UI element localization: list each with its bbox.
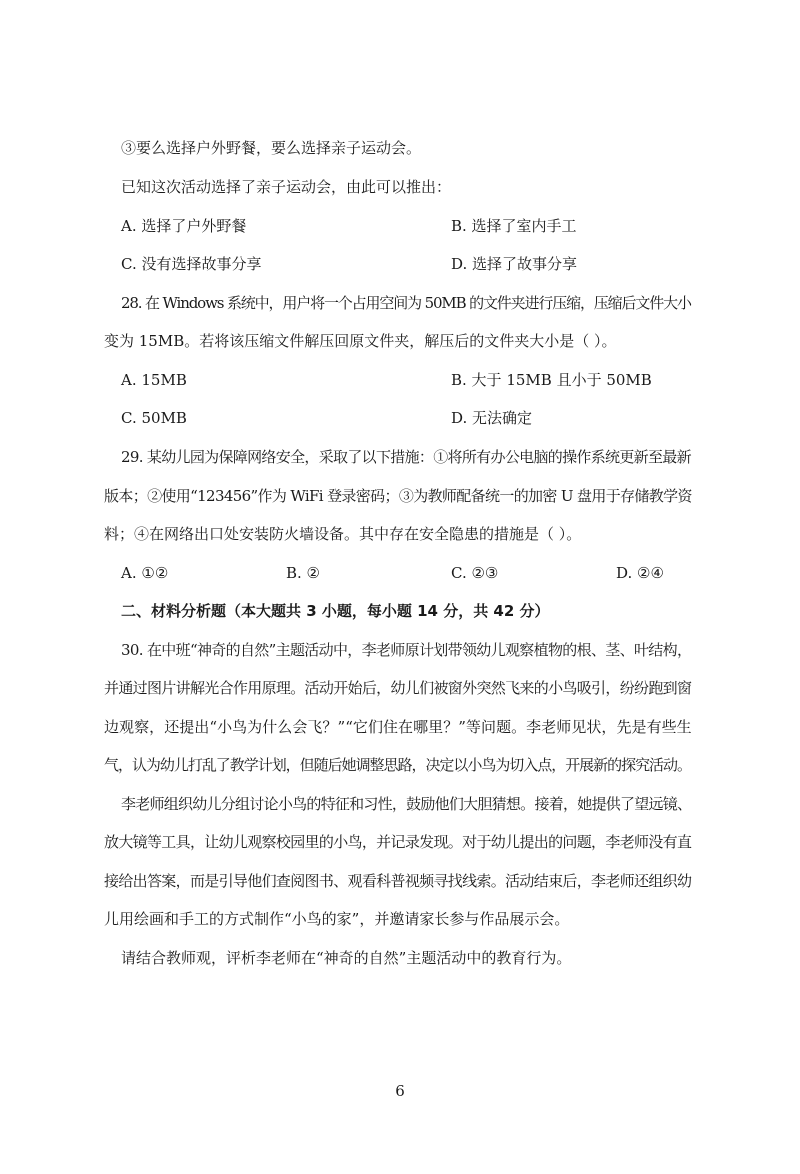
q30-para1-line-1: 30. 在中班“神奇的自然”主题活动中，李老师原计划带领幼儿观察植物的根、茎、叶结构，	[121, 641, 692, 659]
q29-line-1: 29. 某幼儿园为保障网络安全，采取了以下措施：①将所有办公电脑的操作系统更新至最新	[121, 448, 691, 466]
q30-para2-line-2: 放大镜等工具，让幼儿观察校园里的小鸟，并记录发现。对于幼儿提出的问题，李老师没有直	[104, 833, 692, 851]
q28-option-b: B. 大于 15MB 且小于 50MB	[451, 371, 652, 389]
q30-para2-line-1: 李老师组织幼儿分组讨论小鸟的特征和习性，鼓励他们大胆猜想。接着，她提供了望远镜、	[121, 795, 692, 813]
q28-line-2: 变为 15MB。若将该压缩文件解压回原文件夹，解压后的文件夹大小是（ ）。	[104, 332, 617, 350]
q30-para2-line-3: 接给出答案，而是引导他们查阅图书、观看科普视频寻找线索。活动结束后，李老师还组织幼	[104, 872, 692, 890]
q30-para1-line-3: 边观察，还提出“小鸟为什么会飞？”“它们住在哪里？”等问题。李老师见状，先是有些生	[104, 718, 692, 736]
q27-option-d: D. 选择了故事分享	[451, 255, 578, 273]
q27-option-a: A. 选择了户外野餐	[121, 217, 247, 235]
q30-para1-line-2: 并通过图片讲解光合作用原理。活动开始后，幼儿们被窗外突然飞来的小鸟吸引，纷纷跑到窗	[104, 679, 692, 697]
q27-option-b: B. 选择了室内手工	[451, 217, 577, 235]
q29-line-2: 版本；②使用“123456”作为 WiFi 登录密码；③为教师配备统一的加密 U 盘用于存储教学资	[104, 487, 692, 505]
q27-condition-3: ③要么选择户外野餐，要么选择亲子运动会。	[121, 139, 422, 157]
q30-para2-line-4: 儿用绘画和手工的方式制作“小鸟的家”，并邀请家长参与作品展示会。	[104, 910, 570, 928]
q29-option-c: C. ②③	[451, 564, 499, 582]
q29-option-b: B. ②	[286, 564, 321, 582]
page-number: 6	[395, 1082, 405, 1100]
q29-option-d: D. ②④	[616, 564, 664, 582]
q28-option-c: C. 50MB	[121, 409, 187, 427]
q29-option-a: A. ①②	[121, 564, 169, 582]
q30-para1-line-4: 气，认为幼儿打乱了教学计划，但随后她调整思路，决定以小鸟为切入点，开展新的探究活动。	[104, 756, 691, 774]
q28-line-1: 28. 在 Windows 系统中，用户将一个占用空间为 50MB 的文件夹进行压缩，压缩后文件大小	[121, 294, 691, 312]
q28-option-d: D. 无法确定	[451, 409, 533, 427]
section-title: 二、材料分析题（本大题共 3 小题，每小题 14 分，共 42 分）	[121, 602, 550, 620]
q27-known: 已知这次活动选择了亲子运动会，由此可以推出：	[121, 178, 452, 196]
q27-option-c: C. 没有选择故事分享	[121, 255, 262, 273]
q28-option-a: A. 15MB	[121, 371, 187, 389]
q30-question: 请结合教师观，评析李老师在“神奇的自然”主题活动中的教育行为。	[121, 949, 572, 967]
q29-line-3: 料；④在网络出口处安装防火墙设备。其中存在安全隐患的措施是（ ）。	[104, 525, 582, 543]
